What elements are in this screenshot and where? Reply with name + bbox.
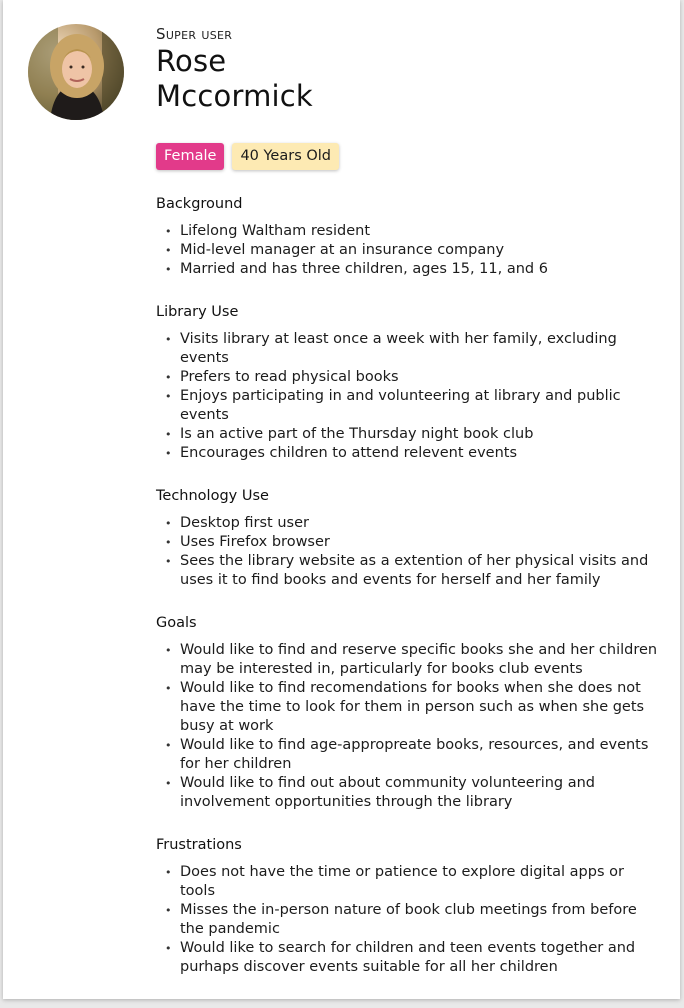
list-item: • Enjoys participating in and volunteering at library and public events [156,387,661,425]
section-title: Technology Use [156,488,269,504]
section-technology-use [156,487,661,590]
list-item: • Uses Firefox browser [156,533,661,552]
avatar-photo [28,24,124,120]
section-title: Background [156,196,243,212]
persona-card [3,0,680,999]
persona-last-name: Mccormick [156,79,313,113]
list-item: • Misses the in-person nature of book club meetings from before the pandemic [156,901,661,939]
list-item: • Prefers to read physical books [156,368,661,387]
age-tag: 40 Years Old [232,143,339,170]
section-goals [156,614,661,812]
persona-role: Super user [156,25,233,43]
list-item: • Lifelong Waltham resident [156,222,661,241]
list-item: • Would like to find recomendations for books when she does not have the time to look for them in person such as when she gets busy at work [156,679,661,736]
bullet-list [156,863,661,977]
list-item: • Married and has three children, ages 15, 11, and 6 [156,260,661,279]
persona-first-name: Rose [156,44,227,78]
bullet-list [156,330,661,463]
section-title: Library Use [156,304,239,320]
bullet-list [156,641,661,812]
section-library-use [156,303,661,463]
section-title: Goals [156,615,197,631]
list-item: • Visits library at least once a week with her family, excluding events [156,330,661,368]
persona-tags [156,143,339,170]
list-item: • Would like to search for children and teen events together and purhaps discover events suitable for all her children [156,939,661,977]
list-item: • Mid-level manager at an insurance company [156,241,661,260]
gender-tag: Female [156,143,224,170]
list-item: • Desktop first user [156,514,661,533]
list-item: • Encourages children to attend relevent events [156,444,661,463]
list-item: • Would like to find age-appropreate books, resources, and events for her children [156,736,661,774]
section-background [156,195,661,279]
bullet-list [156,514,661,590]
list-item: • Would like to find and reserve specific books she and her children may be interested in, particularly for books club events [156,641,661,679]
list-item: • Does not have the time or patience to explore digital apps or tools [156,863,661,901]
list-item: • Sees the library website as a extention of her physical visits and uses it to find books and events for herself and her family [156,552,661,590]
bullet-list [156,222,661,279]
section-frustrations [156,836,661,977]
section-title: Frustrations [156,837,242,853]
persona-name [156,44,396,114]
avatar [28,24,124,120]
list-item: • Is an active part of the Thursday night book club [156,425,661,444]
list-item: • Would like to find out about community volunteering and involvement opportunities through the library [156,774,661,812]
